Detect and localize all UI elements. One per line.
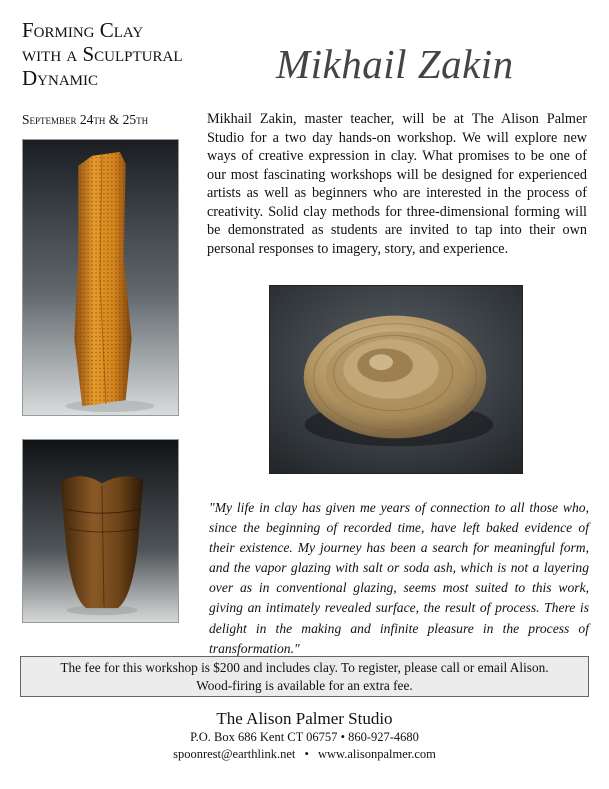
artist-quote: "My life in clay has given me years of connection to all those who, since the beginning of recorded time, have left baked evidence of their existence. My journey has been a search for meaningful form, and the vapor glazing with salt or soda ash, which is not a layering over as in conventional glazing, seems most suited to this work, giving an intimately revealed surface, the result of process. There is delight in the making and infinite pleasure in the process of transformation." — [209, 500, 589, 656]
title-line-2: with a Sculptural — [22, 42, 183, 66]
fee-line-1: The fee for this workshop is $200 and includes clay. To register, please call or email Alison. — [60, 660, 549, 675]
studio-website-link[interactable]: www.alisonpalmer.com — [317, 747, 436, 761]
studio-phone: 860-927-4680 — [348, 730, 419, 744]
title-line-3: Dynamic — [22, 66, 99, 90]
ammonite-sculpture-photo — [269, 285, 523, 474]
title-line-1: Forming Clay — [22, 18, 144, 42]
short-vase-photo — [22, 439, 179, 623]
workshop-dates: September 24th & 25th — [22, 112, 149, 127]
studio-address: P.O. Box 686 Kent CT 06757 — [190, 730, 338, 744]
bullet-separator: • — [304, 747, 309, 761]
studio-contact-line — [0, 747, 609, 762]
fee-notice-box — [20, 656, 589, 697]
tall-vase-photo — [22, 139, 179, 416]
fee-line-2: Wood-firing is available for an extra fee. — [196, 678, 413, 693]
artist-name: Mikhail Zakin — [276, 41, 514, 87]
workshop-title — [22, 18, 222, 90]
studio-email-link[interactable]: spoonrest@earthlink.net — [173, 747, 296, 761]
intro-paragraph: Mikhail Zakin, master teacher, will be at The Alison Palmer Studio for a two day hands-on workshop. We will explore new ways of creative expression in clay. What promises to be one of our most fascinating workshops will be designed for experienced artists as well as beginners who are interested in the process of creativity. Solid clay methods for three-dimensional forming will be demonstrated as students are invited to tap into their own personal responses to imagery, story, and experience. — [207, 111, 587, 257]
studio-name: The Alison Palmer Studio — [216, 709, 393, 728]
studio-address-line — [0, 730, 609, 745]
bullet-separator: • — [340, 730, 345, 744]
